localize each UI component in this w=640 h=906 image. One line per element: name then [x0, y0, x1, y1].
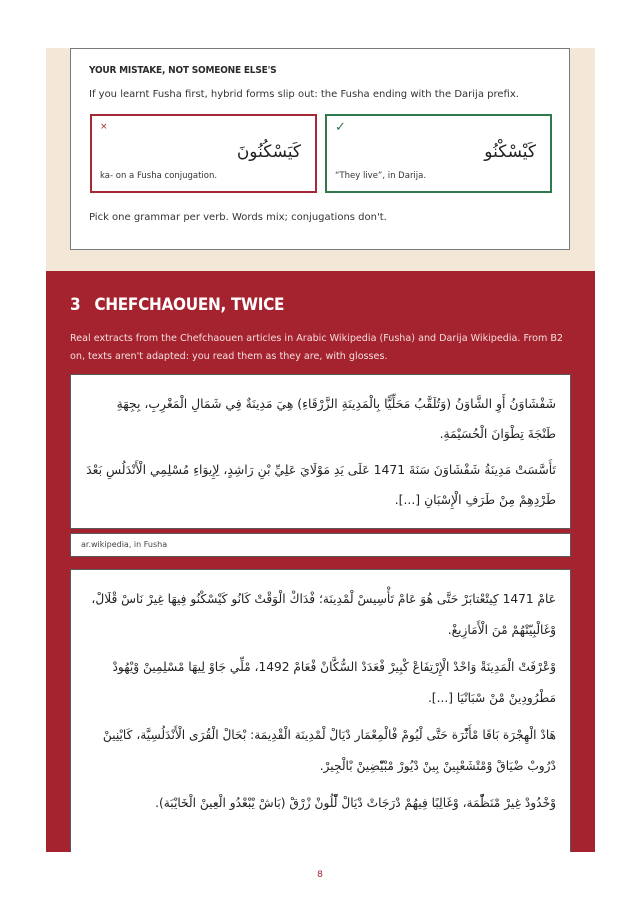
wrong-example-box: [90, 114, 317, 193]
darija-paragraph: وْخْدُودْ غِيرْ مْنَظّْمَة، وْغَالِبًا فِيهُمْ دْرَجَاتْ دْيَالْ لّْلُونْ زْرْقْ (بَاشْ يْبْعْدُو الْعِينْ الْخَايْبَة).: [155, 796, 556, 810]
fusha-paragraph: شَفْشَاوَنُ أَوِ الشَّاوَنُ (وَتُلَقَّبُ مَحَلِّيًّا بِالْمَدِينَةِ الزَّرْقَاءِ) هِيَ مَدِينَةٌ فِي شَمَالِ الْمَغْرِبِ، بِجِهَةِ طَنْجَةَ تِطْوَانَ الْحُسَيْمَةِ.: [116, 396, 556, 441]
darija-paragraph: عَامْ 1471 كِيتْعْتابَرْ حَتَّى هُوَ عَامْ تَأْسِيسْ لْمْدِينَة؛ فْدَاكْ الْوَقْتْ كَانُو كَيْسْكْنُو فِيهَا غِيرْ نَاسْ قْلَالْ، وْغَالْبِيّتْهُمْ مْنَ الْأَمَازِيغْ.: [91, 592, 556, 637]
wrong-example-arabic: كَيَسْكُنُونَ: [236, 142, 301, 162]
section-title: CHEFCHAOUEN, TWICE: [94, 295, 285, 315]
page-number: 8: [317, 870, 323, 880]
mistake-card-outro: Pick one grammar per verb. Words mix; conjugations don't.: [89, 212, 387, 223]
darija-paragraph: وْعْرْفَتْ الْمَدِينَةْ وَاحْدْ الْإِرْتِفَاعْ كْبِيرْ فْعَدَدْ السُّكَّانْ فْعَامْ 1492، مْلِّي جَاوْ لِيهَا مْسْلِمِينْ وْيْهُودْ مَطْرُودِينْ مْنْ سْبَانْيَا [...].: [112, 660, 556, 705]
correct-example-arabic: كَيْسْكْنُو: [484, 142, 536, 162]
mistake-card: [70, 48, 570, 250]
darija-article-text: [71, 570, 570, 819]
mistake-card-title: YOUR MISTAKE, NOT SOMEONE ELSE'S: [89, 65, 277, 76]
darija-article-card: [70, 569, 571, 852]
section-number: 3: [70, 295, 81, 315]
correct-example-box: [325, 114, 552, 193]
fusha-article-card: [70, 374, 571, 529]
section-intro: Real extracts from the Chefchaouen articles in Arabic Wikipedia (Fusha) and Darija Wikipedia. From B2 on, texts aren't adapted: you read them as they are, with glosses.: [70, 333, 564, 362]
fusha-article-text: [71, 375, 570, 515]
correct-example-caption: “They live”, in Darija.: [335, 171, 427, 181]
mistake-card-intro: If you learnt Fusha first, hybrid forms slip out: the Fusha ending with the Darija prefix.: [89, 89, 519, 100]
darija-paragraph: هَادْ الْهِجْرَة بَاقَا مْأَثّْرَة حَتَّى لْيُومْ فْالْمِعْمَار دْيَالْ لْمْدِينَة الْقْدِيمَة: بْحَالْ الْقُرَى الْأَنْدَلُسِيَّة، كَايْنِينْ دْرُوبْ ضْيَاقْ وْمْتْشَعْبِينْ بِينْ دْيُورْ مْبْيّْضِينْ بْالْجِيرْ.: [102, 728, 556, 773]
cross-icon: ×: [100, 122, 108, 132]
wrong-example-caption: ka- on a Fusha conjugation.: [100, 171, 218, 181]
checkmark-icon: ✓: [335, 120, 346, 135]
fusha-source-label: ar.wikipedia, in Fusha: [70, 533, 571, 557]
section-chefchaouen: [46, 271, 595, 852]
section-heading: [70, 295, 284, 315]
fusha-paragraph: تَأَسَّسَتْ مَدِينَةُ شَفْشَاوَنَ سَنَةَ 1471 عَلَى يَدِ مَوْلَايَ عَلِيِّ بْنِ رَاشِدٍ، لِإِيوَاءِ مُسْلِمِي الْأَنْدَلُسِ بَعْدَ طَرْدِهِمْ مِنْ طَرَفِ الْإِسْبَانِ [...].: [86, 462, 556, 507]
